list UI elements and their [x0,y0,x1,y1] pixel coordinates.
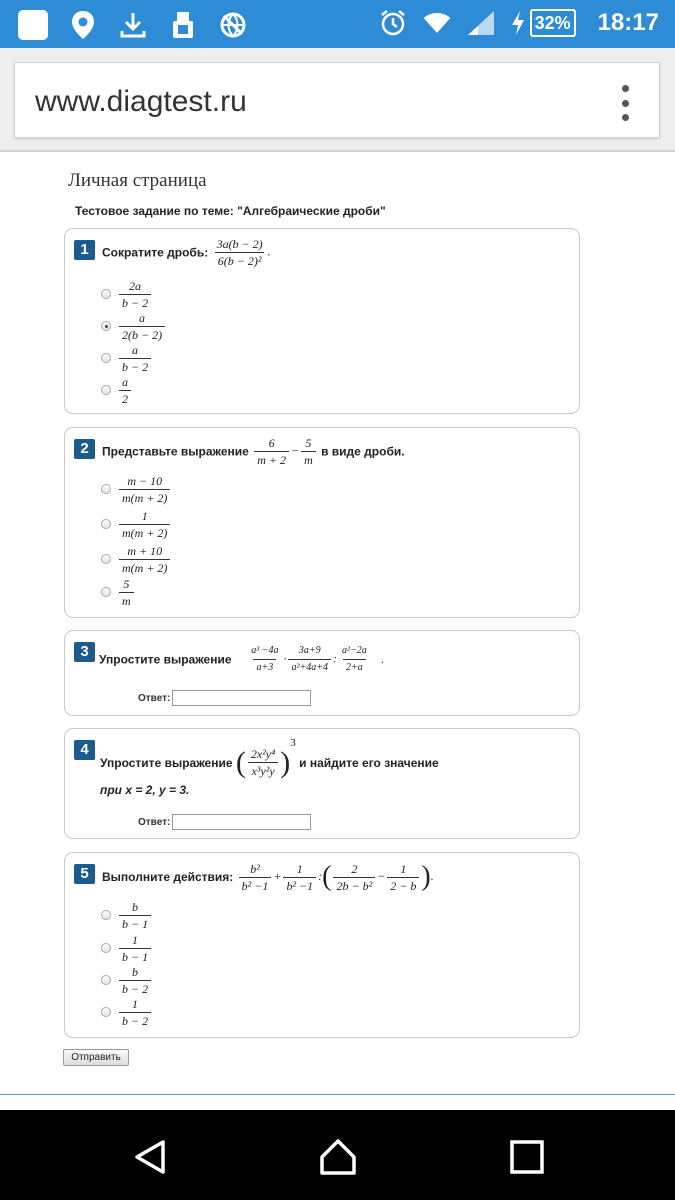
url-text[interactable]: www.diagtest.ru [35,85,247,118]
question-prompt: Выполните действия: [102,870,234,884]
option-radio[interactable] [101,353,111,363]
question-expression: $\frac{\text{a³ −4a}}{a+3}$ [251,645,279,673]
address-bar[interactable] [14,62,660,138]
question-condition: при x = 2, y = 3. [100,783,190,797]
question-expression: $\frac{\text{2x²y⁴}}{\text{x³y²y}}$ [248,747,278,778]
option-radio[interactable] [101,587,111,597]
question-card-1: 1 Сократите дробь: $\frac{3a(b - 2)}{\text{6(b − 2)²}}$ . $\frac{2a}{b - 2}$ $\frac{a}{2(b - 2)}$ $\frac{a}{b - 2}$ $\frac{a}{2}$ [64,228,580,414]
page-title: Личная страница [68,170,207,191]
question-prompt: Сократите дробь: [102,245,209,260]
answer-option[interactable]: $\frac{a}{2}$ [101,374,133,406]
answer-option[interactable]: $\frac{b}{b - 2}$ [101,964,153,996]
option-radio[interactable] [101,554,111,564]
battery-level: 32% [530,9,576,37]
option-radio[interactable] [101,943,111,953]
footer-divider [0,1094,675,1095]
question-number: 1 [74,240,95,260]
answer-option[interactable]: $\frac{m - 10}{m(m + 2)}$ [101,473,172,505]
question-card-3: 3 Упростите выражение $\frac{\text{a³ −4a}}{a+3}$ · $\frac{3a+9}{\text{a²+4a+4}}$ : $\frac{\text{a²−2a}}{2+a}$ . Ответ: [64,630,580,716]
answer-input[interactable] [172,814,311,830]
recents-icon[interactable] [507,1137,547,1177]
answer-option[interactable]: $\frac{a}{b - 2}$ [101,342,153,374]
submit-button[interactable]: Отправить [63,1049,129,1066]
answer-option[interactable]: $\frac{m + 10}{m(m + 2)}$ [101,543,172,575]
option-radio[interactable] [101,975,111,985]
answer-option[interactable]: $\frac{b}{b - 1}$ [101,899,153,931]
answer-option[interactable]: $\frac{2a}{b - 2}$ [101,278,153,310]
answer-option[interactable]: $\frac{a}{2(b - 2)}$ [101,310,167,342]
question-card-5: 5 Выполните действия: $\frac{\text{b²}}{\text{b² −1}}$ + $\frac{1}{\text{b² −1}}$ :( $\frac{2}{\text{2b − b²}}$ − $\frac{1}{2 - b}$ ). $\frac{b}{b - 1}$ $\frac{1}{b - 1}$ $\frac{b}{b - 2}$ $\frac{1}{b - 2}$ [64,852,580,1038]
wifi-icon [422,8,452,38]
question-number: 5 [74,864,95,884]
question-prompt: Представьте выражение [102,444,249,459]
charging-icon [510,8,526,38]
answer-label: Ответ: [138,817,171,828]
answer-option[interactable]: $\frac{5}{m}$ [101,576,136,608]
signal-icon [466,8,496,38]
globe-icon [218,10,248,40]
option-radio[interactable] [101,385,111,395]
alarm-icon [378,8,408,38]
option-radio[interactable] [101,910,111,920]
question-number: 4 [74,740,95,760]
answer-option[interactable]: $\frac{1}{m(m + 2)}$ [101,508,172,540]
question-number: 2 [74,439,95,459]
answer-option[interactable]: $\frac{1}{b - 2}$ [101,996,153,1028]
answer-option[interactable]: $\frac{1}{b - 1}$ [101,932,153,964]
answer-input[interactable] [172,690,311,706]
question-expression: $\frac{3a(b - 2)}{\text{6(b − 2)²}}$ [216,237,263,268]
question-expression: $\frac{6}{m + 2}$ [254,436,289,467]
test-topic: Тестовое задание по теме: "Алгебраические дроби" [75,204,386,218]
option-radio[interactable] [101,484,111,494]
location-pin-icon [68,10,98,40]
sim-icon [168,10,198,40]
question-prompt: Упростите выражение [99,652,232,667]
download-icon [118,10,148,40]
answer-label: Ответ: [138,693,171,704]
option-radio[interactable] [101,289,111,299]
question-suffix: и найдите его значение [299,755,439,770]
home-icon[interactable] [318,1137,358,1177]
back-icon[interactable] [131,1137,171,1177]
option-radio[interactable] [101,1007,111,1017]
option-radio[interactable] [101,519,111,529]
clock-time: 18:17 [597,9,659,36]
question-number: 3 [74,642,95,662]
question-card-2: 2 Представьте выражение $\frac{6}{m + 2}$ − $\frac{5}{m}$ в виде дроби. $\frac{m - 10}{m(m + 2)}$ $\frac{1}{m(m + 2)}$ $\frac{m + 10}{m(m + 2)}$ $\frac{5}{m}$ [64,427,580,618]
app-square-icon [18,10,48,40]
question-prompt: Упростите выражение [100,755,233,770]
overflow-menu-icon[interactable] [621,85,629,121]
navigation-bar [0,1110,675,1200]
browser-toolbar [0,48,675,152]
question-suffix: в виде дроби. [321,444,405,459]
option-radio-selected[interactable] [101,321,111,331]
status-bar [0,0,675,48]
question-card-4: 4 Упростите выражение ( $\frac{\text{2x²y⁴}}{\text{x³y²y}}$ )$^3$ и найдите его значение при x = 2, y = 3. Ответ: [64,728,580,839]
page-content [0,152,675,1110]
question-expression: $\frac{\text{b²}}{\text{b² −1}}$ [239,862,272,893]
